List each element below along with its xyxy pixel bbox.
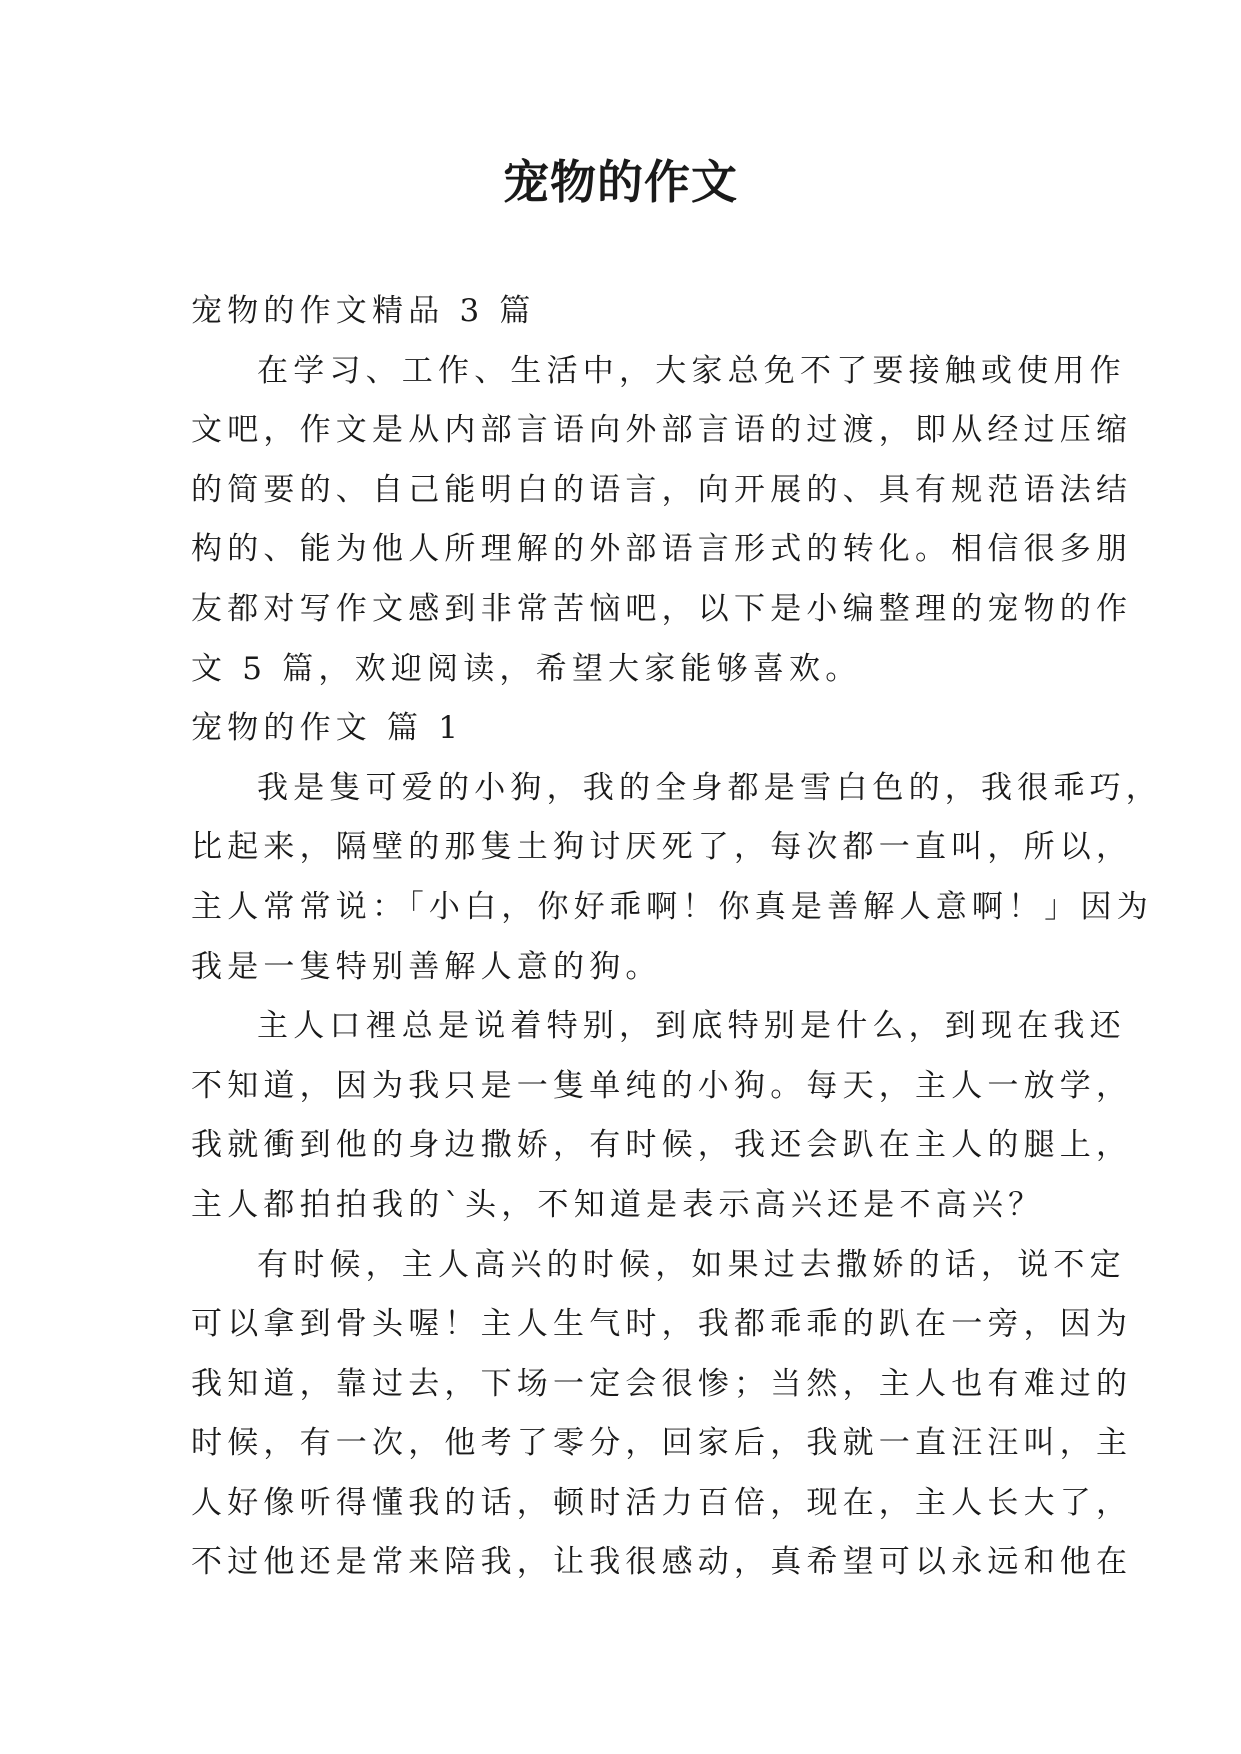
text-line: 构的、能为他人所理解的外部语言形式的转化。相信很多朋 [191,531,1133,568]
text-line: 不知道，因为我只是一隻单纯的小狗。每天，主人一放学， [191,1067,1133,1104]
document-body [191,282,1162,1593]
text-line: 我知道，靠过去，下场一定会很惨；当然，主人也有难过的 [191,1365,1133,1402]
text-line: 文吧，作文是从内部言语向外部言语的过渡，即从经过压缩 [191,412,1133,449]
text-line: 的简要的、自己能明白的语言，向开展的、具有规范语法结 [191,471,1133,508]
text-line: 在学习、工作、生活中，大家总免不了要接触或使用作 [257,352,1126,389]
text-line: 我是一隻特别善解人意的狗。 [191,948,662,985]
text-line: 人好像听得懂我的话，顿时活力百倍，现在，主人长大了， [191,1484,1133,1521]
text-line: 宠物的作文精品 3 篇 [191,293,536,329]
text-line: 时候，有一次，他考了零分，回家后，我就一直汪汪叫，主 [191,1425,1133,1462]
text-line: 我是隻可爱的小狗，我的全身都是雪白色的，我很乖巧， [257,769,1162,806]
text-line: 文 5 篇，欢迎阅读，希望大家能够喜欢。 [191,650,862,687]
text-line: 友都对写作文感到非常苦恼吧，以下是小编整理的宠物的作 [191,590,1133,627]
text-line: 有时候，主人高兴的时候，如果过去撒娇的话，说不定 [257,1246,1126,1283]
text-line: 可以拿到骨头喔！主人生气时，我都乖乖的趴在一旁，因为 [191,1306,1133,1343]
text-line: 主人口裡总是说着特别，到底特别是什么，到现在我还 [257,1008,1126,1045]
text-line: 主人都拍拍我的`头，不知道是表示高兴还是不高兴？ [191,1186,1045,1223]
text-line: 宠物的作文 篇 1 [191,710,464,747]
text-line: 不过他还是常来陪我，让我很感动，真希望可以永远和他在 [191,1544,1133,1581]
text-line: 我就衝到他的身边撒娇，有时候，我还会趴在主人的腿上， [191,1127,1133,1164]
document-title: 宠物的作文 [503,155,738,209]
text-line: 比起来，隔壁的那隻土狗讨厌死了，每次都一直叫，所以， [191,829,1133,866]
text-line: 主人常常说：「小白，你好乖啊！你真是善解人意啊！」因为 [191,888,1153,925]
